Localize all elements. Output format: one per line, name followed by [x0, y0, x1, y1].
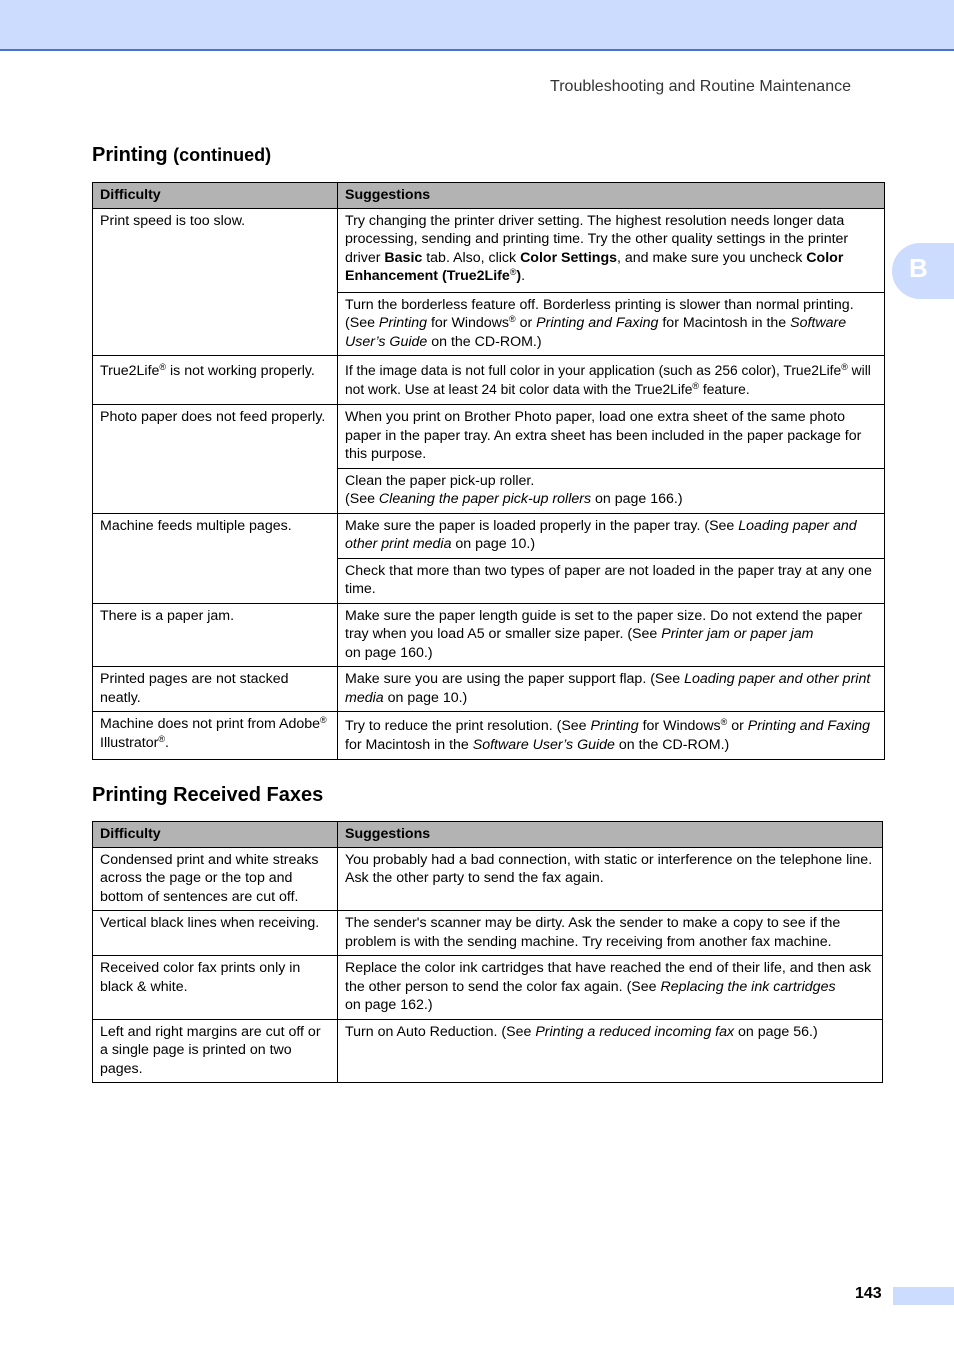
suggestion-cell: Turn on Auto Reduction. (See Printing a reduced incoming fax on page 56.) [338, 1019, 883, 1083]
difficulty-cell: Machine does not print from Adobe® Illustrator®. [93, 712, 338, 760]
header-band [0, 0, 954, 51]
table-row [93, 712, 885, 760]
difficulty-cell: Photo paper does not feed properly. [93, 405, 338, 514]
table-header-row [93, 183, 885, 209]
suggestion-cell: Make sure the paper is loaded properly in the paper tray. (See Loading paper and other print media on page 10.) [338, 513, 885, 558]
suggestion-cell: Try to reduce the print resolution. (See Printing for Windows® or Printing and Faxing for Macintosh in the Software User’s Guide on the CD-ROM.) [338, 712, 885, 760]
header-difficulty: Difficulty [93, 822, 338, 848]
section-title-suffix: (continued) [173, 145, 272, 165]
suggestion-cell: Check that more than two types of paper are not loaded in the paper tray at any one time. [338, 558, 885, 603]
faxes-table [92, 821, 883, 1083]
table-row [93, 208, 885, 292]
table-row [93, 847, 883, 911]
suggestion-cell: The sender's scanner may be dirty. Ask the sender to make a copy to see if the problem is with the sending machine. Try receiving from another fax machine. [338, 911, 883, 956]
section-title-printing [92, 144, 271, 167]
suggestion-cell: If the image data is not full color in your application (such as 256 color), True2Life® will not work. Use at least 24 bit color data with the True2Life® feature. [338, 356, 885, 405]
header-suggestions: Suggestions [338, 183, 885, 209]
page-number-bar [893, 1287, 954, 1305]
suggestion-cell: Replace the color ink cartridges that have reached the end of their life, and then ask the other person to send the color fax again. (See Replacing the ink cartridges on page 162.) [338, 956, 883, 1020]
header-difficulty: Difficulty [93, 183, 338, 209]
table-row [93, 667, 885, 712]
suggestion-cell: Turn the borderless feature off. Borderless printing is slower than normal printing. (See Printing for Windows® or Printing and Faxing for Macintosh in the Software User’s Guide on the CD-ROM.) [338, 292, 885, 356]
suggestion-cell: Clean the paper pick-up roller. (See Cleaning the paper pick-up rollers on page 166.) [338, 468, 885, 513]
section-title-text: Printing [92, 144, 168, 166]
difficulty-cell: Vertical black lines when receiving. [93, 911, 338, 956]
difficulty-cell: Printed pages are not stacked neatly. [93, 667, 338, 712]
printing-table [92, 182, 885, 760]
suggestion-cell: You probably had a bad connection, with static or interference on the telephone line. Ask the other party to send the fax again. [338, 847, 883, 911]
table-row [93, 1019, 883, 1083]
difficulty-cell: True2Life® is not working properly. [93, 356, 338, 405]
table-row [93, 513, 885, 558]
table-row [93, 911, 883, 956]
suggestion-cell: Make sure you are using the paper support flap. (See Loading paper and other print media on page 10.) [338, 667, 885, 712]
suggestion-cell: When you print on Brother Photo paper, load one extra sheet of the same photo paper in the paper tray. An extra sheet has been included in the paper package for this purpose. [338, 405, 885, 469]
suggestion-cell: Try changing the printer driver setting. The highest resolution needs longer data processing, sending and printing time. Try the other quality settings in the printer driver Basic tab. Also, click Color Settings, and make sure you uncheck Color Enhancement (True2Life®). [338, 208, 885, 292]
page-number: 143 [855, 1285, 882, 1302]
difficulty-cell: Print speed is too slow. [93, 208, 338, 356]
difficulty-cell: There is a paper jam. [93, 603, 338, 667]
suggestion-cell: Make sure the paper length guide is set to the paper size. Do not extend the paper tray when you load A5 or smaller size paper. (See Printer jam or paper jam on page 160.) [338, 603, 885, 667]
difficulty-cell: Received color fax prints only in black & white. [93, 956, 338, 1020]
running-head: Troubleshooting and Routine Maintenance [550, 78, 851, 95]
difficulty-cell: Condensed print and white streaks across the page or the top and bottom of sentences are cut off. [93, 847, 338, 911]
difficulty-cell: Machine feeds multiple pages. [93, 513, 338, 603]
table-row [93, 405, 885, 469]
chapter-tab [892, 243, 954, 299]
table-row [93, 603, 885, 667]
table-header-row [93, 822, 883, 848]
header-suggestions: Suggestions [338, 822, 883, 848]
difficulty-cell: Left and right margins are cut off or a single page is printed on two pages. [93, 1019, 338, 1083]
chapter-tab-letter: B [909, 253, 928, 283]
table-row [93, 356, 885, 405]
table-row [93, 956, 883, 1020]
section-title-faxes: Printing Received Faxes [92, 784, 324, 806]
